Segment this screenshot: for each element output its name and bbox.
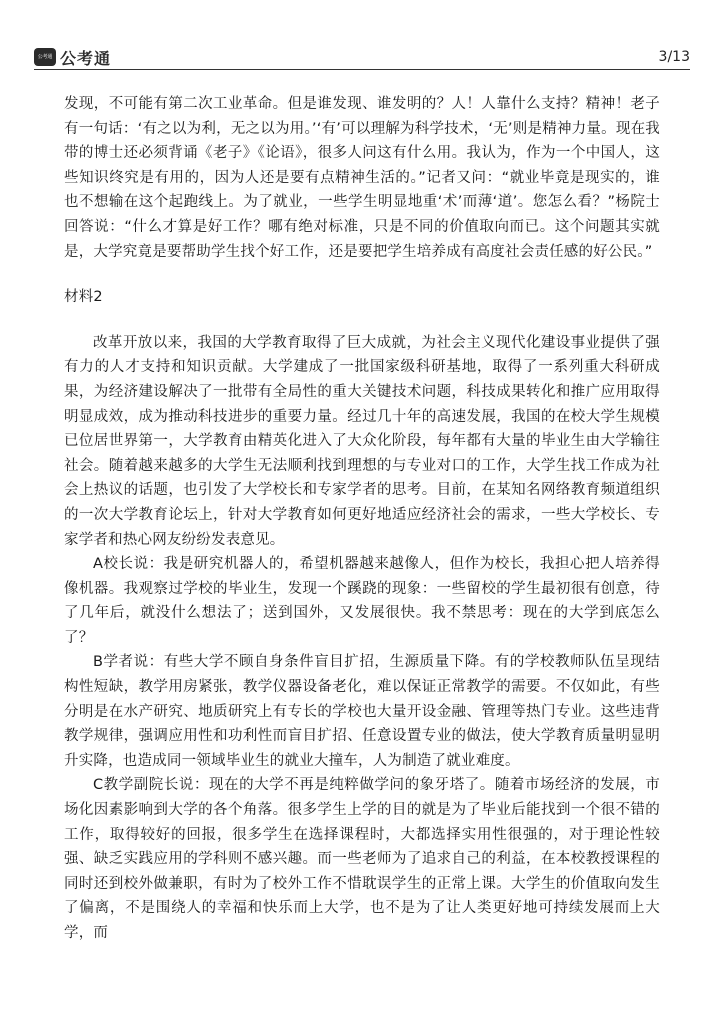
- page-number: 3/13: [658, 49, 690, 65]
- paragraph-1: 改革开放以来，我国的大学教育取得了巨大成就，为社会主义现代化建设事业提供了强有力的人才支持和知识贡献。大学建成了一批国家级科研基地，取得了一系列重大科研成果，为经济建设解决了一批带有全局性的重大关键技术问题，科技成果转化和推广应用取得明显成效，成为推动科技进步的重要力量。经过几十年的高速发展，我国的在校大学生规模已位居世界第一，大学教育由精英化进入了大众化阶段，每年都有大量的毕业生由大学输往社会。随着越来越多的大学生无法顺利找到理想的与专业对口的工作，大学生找工作成为社会上热议的话题，也引发了大学校长和专家学者的思考。目前，在某知名网络教育频道组织的一次大学教育论坛上，针对大学教育如何更好地适应经济社会的需求，一些大学校长、专家学者和热心网友纷纷发表意见。: [64, 334, 660, 548]
- logo-badge-icon: 公考通: [34, 48, 56, 66]
- logo-text: 公考通: [60, 48, 112, 68]
- page-header: [0, 0, 724, 70]
- paragraph-c: C教学副院长说：现在的大学不再是纯粹做学问的象牙塔了。随着市场经济的发展，市场化因素影响到大学的各个角落。很多学生上学的目的就是为了毕业后能找到一个很不错的工作，取得较好的回报，很多学生在选择课程时，大都选择实用性很强的，对于理论性较强、缺乏实践应用的学科则不感兴趣。而一些老师为了追求自己的利益，在本校教授课程的同时还到校外做兼职，有时为了校外工作不惜耽误学生的正常上课。大学生的价值取向发生了偏离，不是围绕人的幸福和快乐而上大学，也不是为了让人类更好地可持续发展而上大学，而: [64, 777, 660, 941]
- document-body: [64, 92, 660, 946]
- material-label: 材料2: [64, 289, 103, 306]
- paragraph-intro: 发现，不可能有第二次工业革命。但是谁发现、谁发明的？人！人靠什么支持？精神！老子有一句话：‘有之以为利，无之以为用。’‘有’可以理解为科学技术，‘无’则是精神力量。现在我带的博士还必须背诵《老子》《论语》，很多人问这有什么用。我认为，作为一个中国人，这些知识终究是有用的，因为人还是要有点精神生活的。”记者又问：“就业毕竟是现实的，谁也不想输在这个起跑线上。为了就业，一些学生明显地重‘术’而薄‘道’。您怎么看？”杨院士回答说：“什么才算是好工作？哪有绝对标准，只是不同的价值取向而已。这个问题其实就是，大学究竟是要帮助学生找个好工作，还是要把学生培养成有高度社会责任感的好公民。”: [64, 96, 660, 260]
- header-divider: [34, 69, 690, 70]
- paragraph-a: A校长说：我是研究机器人的，希望机器越来越像人，但作为校长，我担心把人培养得像机器。我观察过学校的毕业生，发现一个蹊跷的现象：一些留校的学生最初很有创意，待了几年后，就没什么想法了；送到国外，又发展很快。我不禁思考：现在的大学到底怎么了？: [64, 556, 660, 646]
- brand-logo: [34, 47, 111, 67]
- paragraph-b: B学者说：有些大学不顾自身条件盲目扩招，生源质量下降。有的学校教师队伍呈现结构性短缺，教学用房紧张，教学仪器设备老化，难以保证正常教学的需要。不仅如此，有些分明是在水产研究、地质研究上有专长的学校也大量开设金融、管理等热门专业。这些违背教学规律，强调应用性和功利性而盲目扩招、任意设置专业的做法，使大学教育质量明显明升实降，也造成同一领域毕业生的就业大撞车，人为制造了就业难度。: [64, 654, 660, 769]
